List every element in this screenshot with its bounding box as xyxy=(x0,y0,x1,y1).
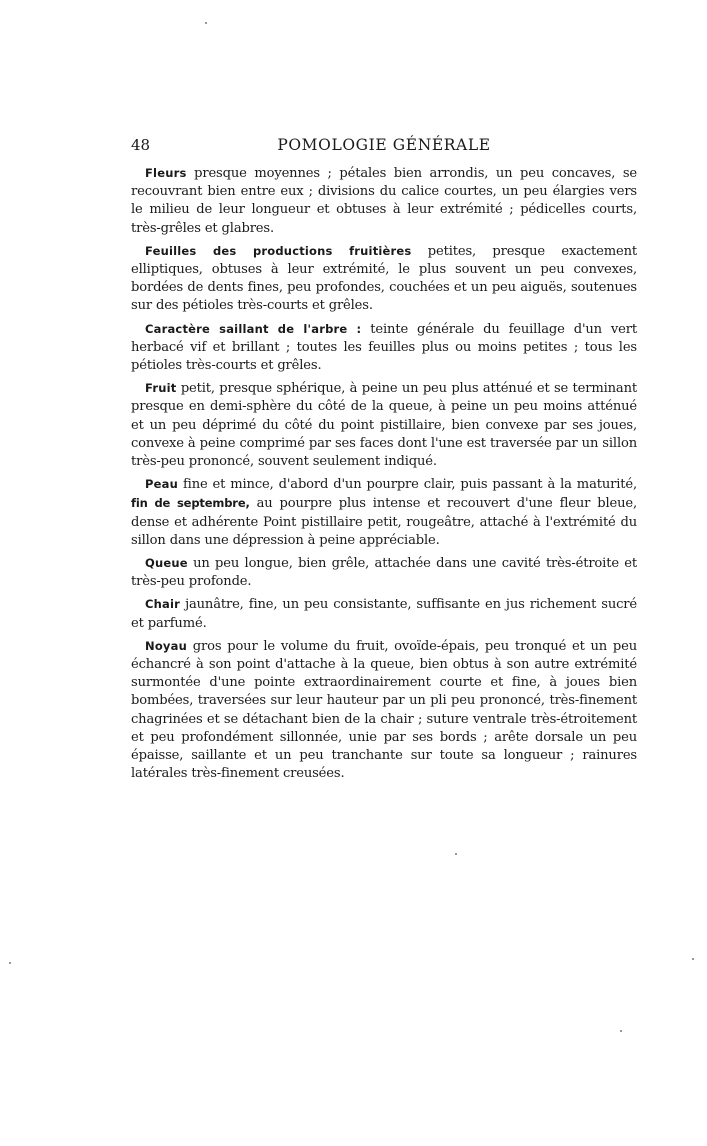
paragraph-text: au pourpre plus intense et recouvert d'une fleur bleue, dense et adhérente Point pistillaire petit, rougeâtre, attaché à l'extrémité du sillon dans une dépression à peine appréciable. xyxy=(131,496,637,548)
paragraph-text: gros pour le volume du fruit, ovoïde-épais, peu tronqué et un peu échancré à son point d'attache à la queue, bien obtus à son autre extrémité surmontée d'une pointe extraordinairement courte et fine, à joues bien bombées, traversées sur leur hauteur par un pli peu prononcé, très-finement chagrinées et se détachant bien de la chair ; suture ventrale très-étroitement et peu profondément sillonnée, unie par ses bords ; arête dorsale un peu épaisse, saillante et un peu tranchante sur toute sa longueur ; rainures latérales très-finement creusées. xyxy=(131,638,637,782)
paragraph-lead: Fruit xyxy=(145,381,177,396)
scan-speck xyxy=(455,853,457,855)
scan-speck xyxy=(620,1030,622,1032)
page-number: 48 xyxy=(131,136,151,154)
paragraph-caractere xyxy=(131,320,637,376)
paragraph-lead: Feuilles des productions fruitières xyxy=(145,243,412,258)
paragraph-lead: Caractère saillant de l'arbre : xyxy=(145,321,362,336)
paragraph-feuilles xyxy=(131,242,637,316)
page-header xyxy=(131,136,637,156)
scan-speck xyxy=(205,22,207,24)
paragraph-text: teinte générale du feuillage d'un vert herbacé vif et brillant ; toutes les feuilles plus ou moins petites ; tous les pétioles très-courts et grêles. xyxy=(131,321,637,374)
paragraph-noyau xyxy=(131,637,637,784)
paragraph-inline-bold: fin de septembre, xyxy=(131,496,250,511)
paragraph-lead: Noyau xyxy=(145,638,187,653)
paragraph-text: jaunâtre, fine, un peu consistante, suffisante en jus richement sucré et parfumé. xyxy=(131,597,637,631)
paragraph-text: fine et mince, d'abord d'un pourpre clair, puis passant à la maturité, xyxy=(177,477,637,493)
paragraph-text: presque moyennes ; pétales bien arrondis, un peu concaves, se recouvrant bien entre eux ; divisions du calice courtes, un peu élargies vers le milieu de leur longueur et obtuses à leur extrémité ; pédicelles courts, très-grêles et glabres. xyxy=(131,166,637,236)
running-title: POMOLOGIE GÉNÉRALE xyxy=(277,136,491,154)
paragraph-lead: Chair xyxy=(145,597,181,612)
scan-speck xyxy=(9,962,11,964)
paragraph-lead: Peau xyxy=(145,477,178,492)
paragraph-lead: Queue xyxy=(145,556,188,571)
paragraph-text: petit, presque sphérique, à peine un peu plus atténué et se terminant presque en demi-sphère du côté de la queue, à peine un peu moins atténué et un peu déprimé du côté du point pistillaire, bien convexe par ses joues, convexe à peine comprimé par ses faces dont l'une est traversée par un sillon très-peu prononcé, souvent seulement indiqué. xyxy=(131,381,637,470)
paragraph-queue xyxy=(131,554,637,591)
paragraph-lead: Fleurs xyxy=(145,166,187,180)
body-text xyxy=(131,164,637,788)
paragraph-fruit xyxy=(131,379,637,471)
paragraph-text: un peu longue, bien grêle, attachée dans une cavité très-étroite et très-peu profonde. xyxy=(131,556,637,590)
paragraph-chair xyxy=(131,595,637,632)
paragraph-peau xyxy=(131,475,637,550)
paragraph-text: petites, presque exactement elliptiques, obtuses à leur extrémité, le plus souvent un peu convexes, bordées de dents fines, peu profondes, couchées et un peu aiguës, soutenues sur des pétioles très-courts et grêles. xyxy=(131,243,637,314)
scan-speck xyxy=(692,958,694,960)
paragraph-fleurs xyxy=(131,164,637,238)
